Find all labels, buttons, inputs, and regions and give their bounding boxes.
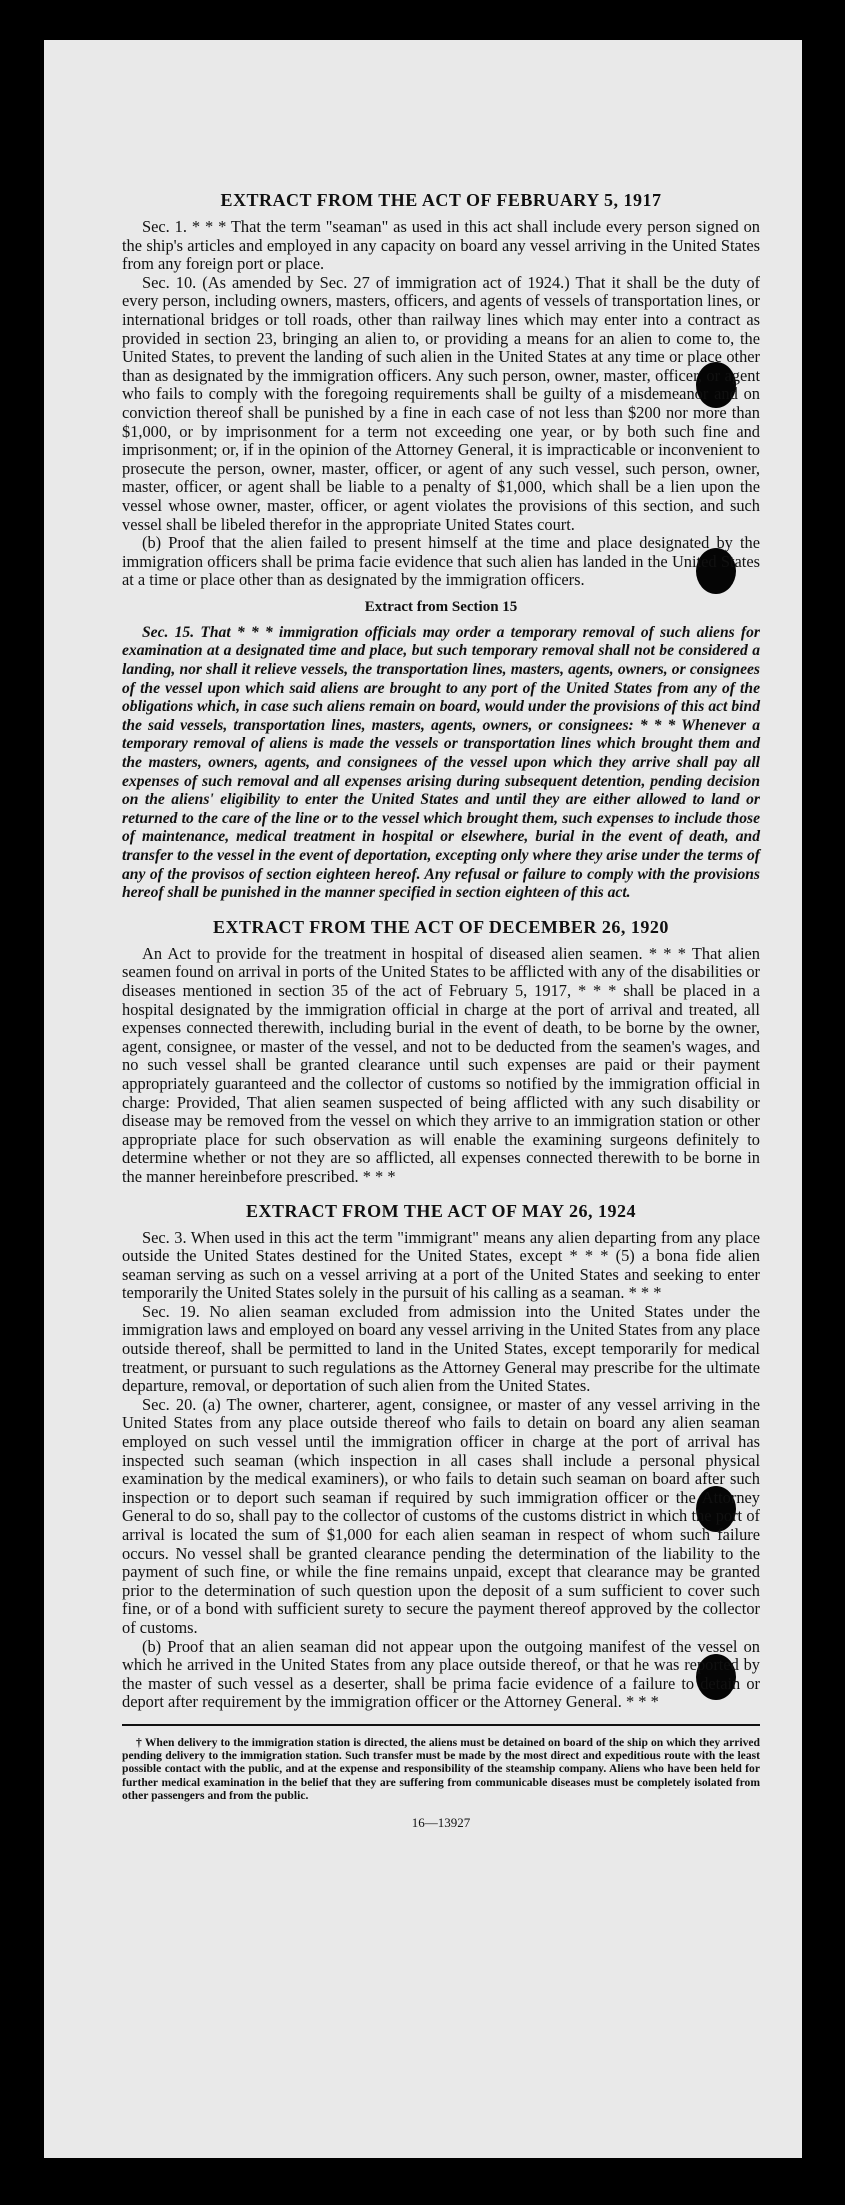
sec-20a-paragraph: Sec. 20. (a) The owner, charterer, agent, consignee, or master of any vessel arriving in the United States from any place outside thereof who fails to detain on board any alien seaman employed on such vessel until the immigration officer in charge at the port of arrival has inspected such seaman (which inspection in all cases shall include a personal physical examination by the medical examiners), or who fails to detain such seaman on board after such inspection or to deport such seaman if required by such immigration officer or the Attorney General to do so, shall pay to the collector of customs of the customs district in which the port of arrival is located the sum of $1,000 for each alien seaman in respect of whom such failure occurs. No vessel shall be granted clearance pending the determination of the liability to the payment of such fine, or while the fine remains unpaid, except that clearance may be granted prior to the determination of such question upon the deposit of a sum sufficient to cover such fine, or of a bond with sufficient surety to secure the payment thereof approved by the collector of customs. [122, 1394, 760, 1637]
sec-3-paragraph: Sec. 3. When used in this act the term "immigrant" means any alien departing from any place outside the United States destined for the United States, except * * * (5) a bona fide alien seaman serving as such on a vessel arriving at a port of the United States and seeking to enter temporarily the United States solely in the pursuit of his calling as a seaman. * * * [122, 1227, 760, 1303]
heading-act-1917: EXTRACT FROM THE ACT OF FEBRUARY 5, 1917 [220, 190, 662, 210]
form-number: 16—13927 [411, 1814, 471, 1830]
sec-15-paragraph: Sec. 15. That * * * immigration officials may order a temporary removal of such aliens for examination at a designated time and place, but such temporary removal shall not be considered a landing, nor shall it relieve vessels, the transportation lines, masters, agents, owners, or consignees of the vessel upon which said aliens are brought to any port of the United States from any of the obligations which, in case such aliens remain on board, would under the provisions of this act bind the said vessels, transportation lines, masters, agents, owners, or consignees: * * * Whenever a temporary removal of aliens is made the vessels or transportation lines which brought them and the masters, owners, agents, and consignees of the vessel upon which they arrive shall pay all expenses of such removal and all expenses arising during subsequent detention, pending decision on the aliens' eligibility to enter the United States and until they are either allowed to land or returned to the care of the line or to the vessel which brought them, such expenses to include those of maintenance, medical treatment in hospital or elsewhere, burial in the event of death, and transfer to the vessel in the event of deportation, excepting only where they arise under the terms of any of the provisos of section eighteen hereof. Any refusal or failure to comply with the provisions hereof shall be punished in the manner specified in section eighteen of this act. [122, 623, 760, 902]
sec-10b-paragraph: (b) Proof that the alien failed to present himself at the time and place designated by the immigration officers shall be prima facie evidence that such alien has landed in the United States at a time or place other than as designated by the immigration officers. [122, 533, 760, 590]
sec-20b-paragraph: (b) Proof that an alien seaman did not appear upon the outgoing manifest of the vessel on which he arrived in the United States from any place outside thereof, or that he was reported by the master of such vessel as a deserter, shall be prima facie evidence of a failure to detain or deport after requirement by the immigration officer or the Attorney General. * * * [122, 1636, 760, 1712]
document-body [122, 190, 760, 1833]
sec-10-paragraph: Sec. 10. (As amended by Sec. 27 of immigration act of 1924.) That it shall be the duty of every person, including owners, masters, officers, and agents of vessels of transportation lines, or international bridges or toll roads, other than railway lines which may enter into a contract as provided in section 23, bringing an alien to, or providing a means for an alien to come to, the United States, to prevent the landing of such alien in the United States at any time or place other than as designated by the immigration officers. Any such person, owner, master, officer, or agent who fails to comply with the foregoing requirements shall be guilty of a misdemeanor and on conviction thereof shall be punished by a fine in each case of not less than $200 nor more than $1,000, or by imprisonment for a term not exceeding one year, or by both such fine and imprisonment; or, if in the opinion of the Attorney General, it is impracticable or inconvenient to prosecute the person, owner, master, officer, or agent of any such vessel, such person, owner, master, officer, or agent shall be liable to a penalty of $1,000, which shall be a lien upon the vessel whose owner, master, officer, or agent violates the provisions of this section, and such vessel shall be libeled therefor in the appropriate United States court. [122, 272, 760, 534]
act-1920-paragraph: An Act to provide for the treatment in hospital of diseased alien seamen. * * * That alien seamen found on arrival in ports of the United States to be afflicted with any of the disabilities or diseases mentioned in section 35 of the act of February 5, 1917, * * * shall be placed in a hospital designated by the immigration official in charge at the port of arrival and treated, all expenses connected therewith, including burial in the event of death, to be borne by the owner, agent, consignee, or master of the vessel, and not to be deducted from the seamen's wages, and no such vessel shall be granted clearance until such expenses are paid or their payment appropriately guaranteed and the collector of customs so notified by the immigration official in charge: Provided, That alien seamen suspected of being afflicted with any such disability or disease may be removed from the vessel on which they arrive to an immigration station or other appropriate place for such observation as will enable the examining surgeons definitely to determine whether or not they are so afflicted, all expenses connected therewith to be borne in the manner hereinbefore prescribed. * * * [122, 943, 760, 1186]
document-page [44, 40, 802, 2158]
heading-section-15: Extract from Section 15 [364, 598, 518, 615]
sec-19-paragraph: Sec. 19. No alien seaman excluded from admission into the United States under the immigration laws and employed on board any vessel arriving in the United States from any place outside thereof, shall be permitted to land in the United States, except temporarily for medical treatment, or pursuant to such regulations as the Attorney General may prescribe for the ultimate departure, removal, or deportation of such alien from the United States. [122, 1301, 760, 1396]
sec-1-paragraph: Sec. 1. * * * That the term "seaman" as used in this act shall include every person signed on the ship's articles and employed in any capacity on board any vessel arriving in the United States from any foreign port or place. [122, 217, 760, 274]
footnote-divider [122, 1724, 760, 1726]
heading-act-1920: EXTRACT FROM THE ACT OF DECEMBER 26, 1920 [213, 916, 669, 937]
footnote: † When delivery to the immigration station is directed, the aliens must be detained on board of the ship on which they arrived pending delivery to the immigration station. Such transfer must be made by the most direct and expeditious route with the least possible contact with the public, and at the expense and responsibility of the steamship company. Aliens who have been held for further medical examination in the belief that they are suffering from communicable diseases must be completely isolated from other passengers and from the public. [122, 1735, 760, 1802]
heading-act-1924: EXTRACT FROM THE ACT OF MAY 26, 1924 [245, 1200, 637, 1221]
